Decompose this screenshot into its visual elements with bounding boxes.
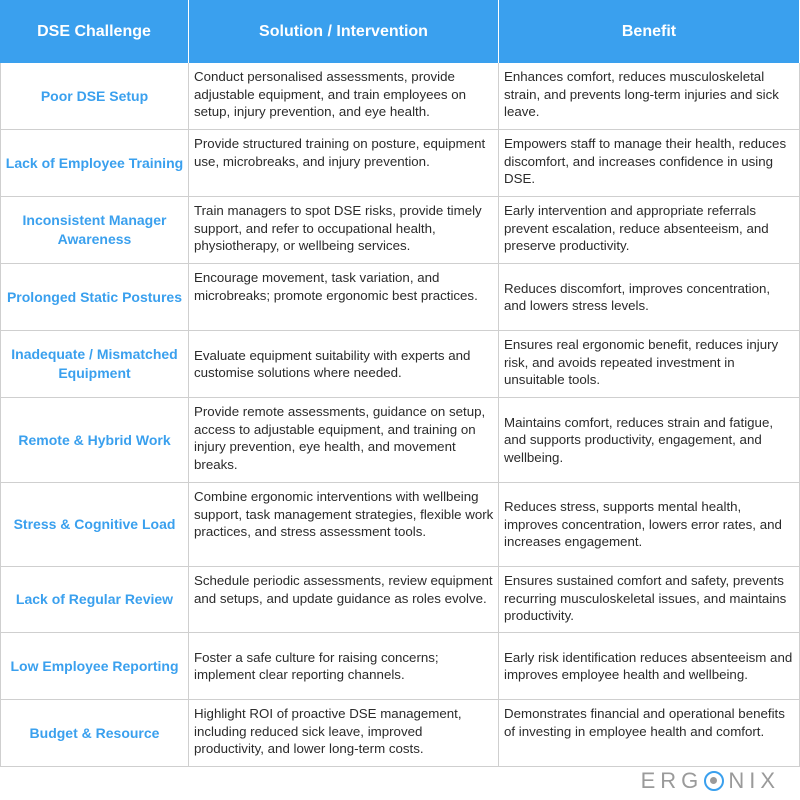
header-benefit: Benefit xyxy=(499,0,800,63)
benefit-cell: Enhances comfort, reduces musculoskeletal strain, and prevents long-term injuries and sick leave. xyxy=(499,63,800,130)
challenge-cell: Lack of Regular Review xyxy=(0,567,189,633)
benefit-cell: Reduces stress, supports mental health, improves concentration, lowers error rates, and increases engagement. xyxy=(499,483,800,567)
ergonix-logo xyxy=(641,768,780,794)
benefit-cell: Ensures sustained comfort and safety, prevents recurring musculoskeletal issues, and maintains productivity. xyxy=(499,567,800,633)
challenge-cell: Low Employee Reporting xyxy=(0,633,189,700)
solution-cell: Highlight ROI of proactive DSE management, including reduced sick leave, improved productivity, and lower long-term costs. xyxy=(189,700,499,767)
benefit-cell: Empowers staff to manage their health, reduces discomfort, and increases confidence in using DSE. xyxy=(499,130,800,197)
challenge-cell: Prolonged Static Postures xyxy=(0,264,189,331)
header-solution-intervention: Solution / Intervention xyxy=(189,0,499,63)
benefit-cell: Reduces discomfort, improves concentration, and lowers stress levels. xyxy=(499,264,800,331)
solution-cell: Provide structured training on posture, equipment use, microbreaks, and injury prevention. xyxy=(189,130,499,197)
challenge-cell: Lack of Employee Training xyxy=(0,130,189,197)
challenge-cell: Inconsistent Manager Awareness xyxy=(0,197,189,264)
benefit-cell: Demonstrates financial and operational benefits of investing in employee health and comfort. xyxy=(499,700,800,767)
logo-text-end: NIX xyxy=(728,768,780,793)
challenge-cell: Inadequate / Mismatched Equipment xyxy=(0,331,189,398)
solution-cell: Provide remote assessments, guidance on setup, access to adjustable equipment, and training on injury prevention, eye health, and movement breaks. xyxy=(189,398,499,483)
solution-cell: Train managers to spot DSE risks, provide timely support, and refer to occupational health, physiotherapy, or wellbeing services. xyxy=(189,197,499,264)
solution-cell: Foster a safe culture for raising concerns; implement clear reporting channels. xyxy=(189,633,499,700)
challenge-cell: Poor DSE Setup xyxy=(0,63,189,130)
challenge-cell: Stress & Cognitive Load xyxy=(0,483,189,567)
solution-cell: Schedule periodic assessments, review equipment and setups, and update guidance as roles evolve. xyxy=(189,567,499,633)
solution-cell: Evaluate equipment suitability with experts and customise solutions where needed. xyxy=(189,331,499,398)
solution-cell: Conduct personalised assessments, provide adjustable equipment, and train employees on setup, injury prevention, and eye health. xyxy=(189,63,499,130)
benefit-cell: Early intervention and appropriate referrals prevent escalation, reduce absenteeism, and preserve productivity. xyxy=(499,197,800,264)
benefit-cell: Ensures real ergonomic benefit, reduces injury risk, and avoids repeated investment in unsuitable tools. xyxy=(499,331,800,398)
solution-cell: Encourage movement, task variation, and microbreaks; promote ergonomic best practices. xyxy=(189,264,499,331)
logo-o-icon xyxy=(704,771,724,791)
benefit-cell: Maintains comfort, reduces strain and fatigue, and supports productivity, engagement, and wellbeing. xyxy=(499,398,800,483)
logo-text-start: ERG xyxy=(640,768,704,793)
challenge-cell: Remote & Hybrid Work xyxy=(0,398,189,483)
solution-cell: Combine ergonomic interventions with wellbeing support, task management strategies, flexible work practices, and stress assessment tools. xyxy=(189,483,499,567)
benefit-cell: Early risk identification reduces absenteeism and improves employee health and wellbeing. xyxy=(499,633,800,700)
challenge-cell: Budget & Resource xyxy=(0,700,189,767)
header-dse-challenge: DSE Challenge xyxy=(0,0,189,63)
